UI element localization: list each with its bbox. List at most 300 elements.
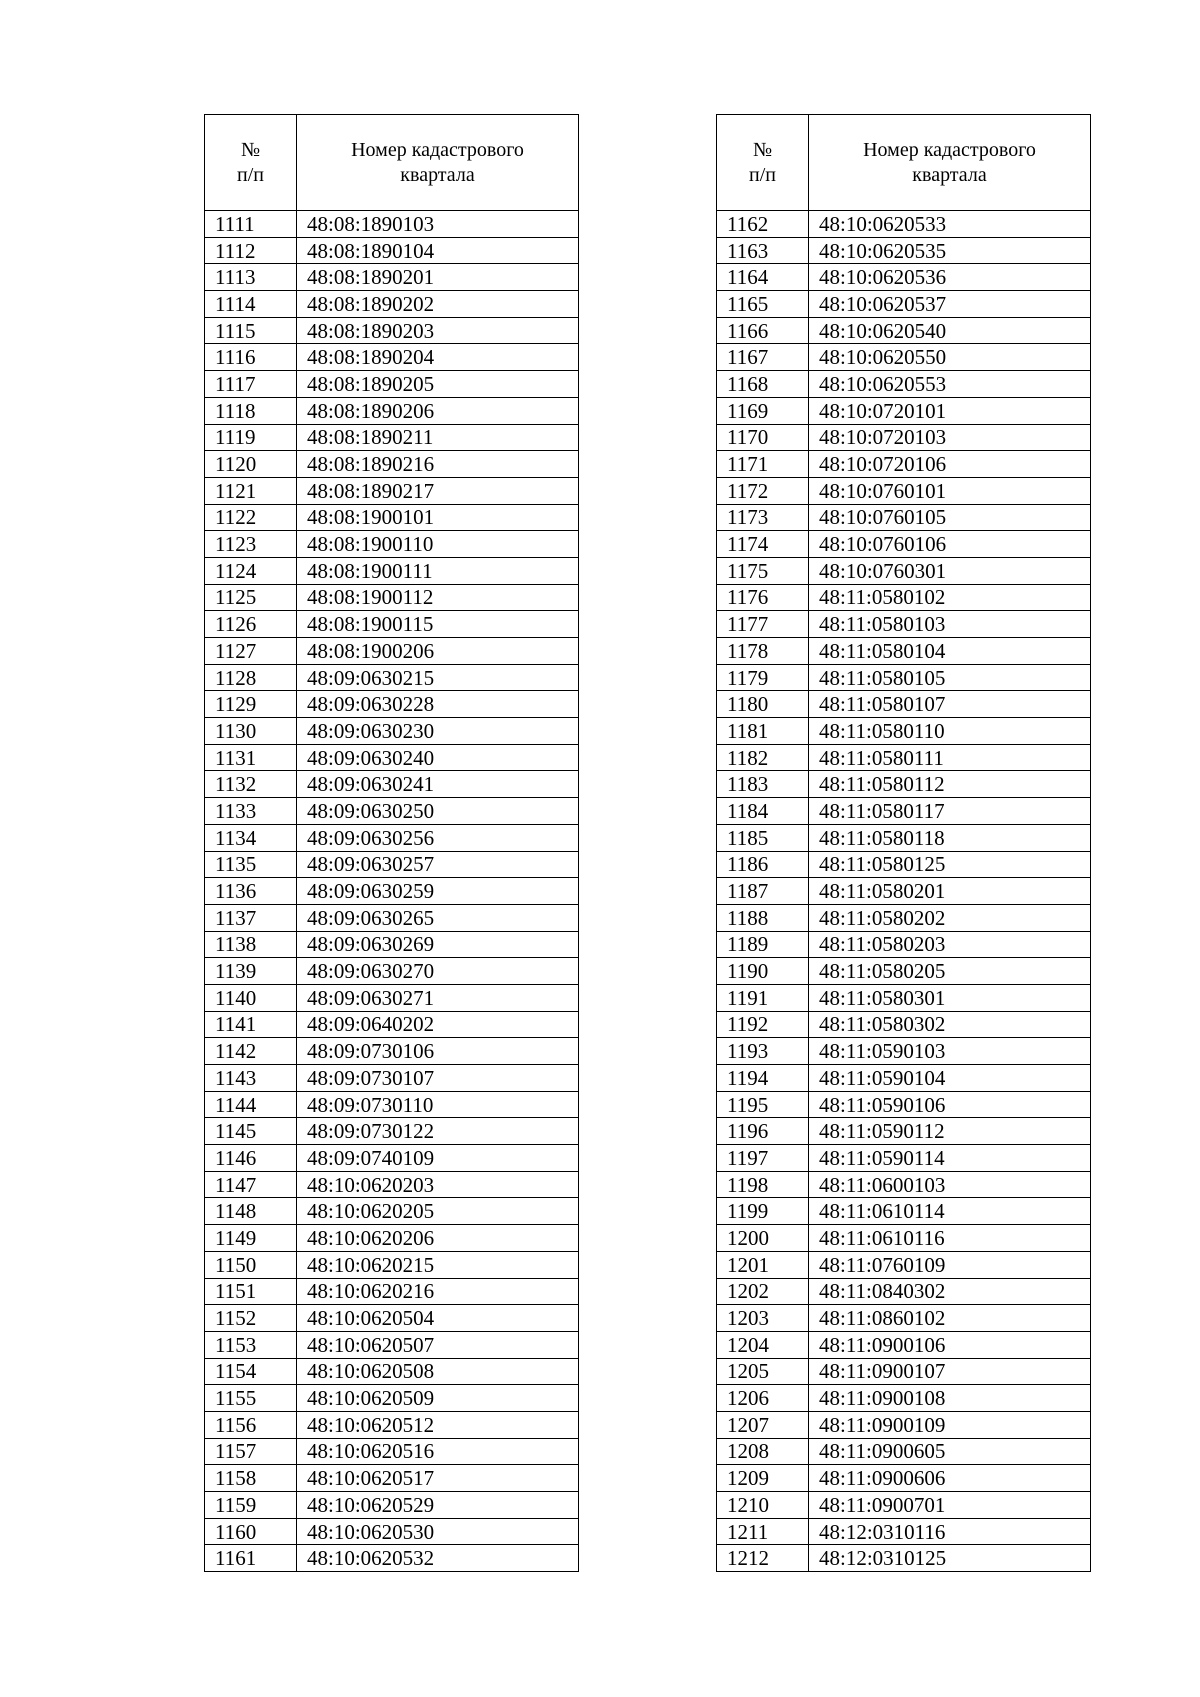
row-number-cell: 1132: [205, 771, 297, 798]
row-number-cell: 1135: [205, 851, 297, 878]
cadastral-number-cell: 48:11:0900108: [809, 1385, 1091, 1412]
row-number-cell: 1158: [205, 1465, 297, 1492]
row-number-cell: 1131: [205, 744, 297, 771]
table-row: [717, 1385, 1091, 1412]
row-number-cell: 1190: [717, 958, 809, 985]
table-row: [717, 1358, 1091, 1385]
row-number-cell: 1177: [717, 611, 809, 638]
cadastral-number-cell: 48:11:0580205: [809, 958, 1091, 985]
row-number-cell: 1194: [717, 1065, 809, 1092]
row-number-cell: 1122: [205, 504, 297, 531]
row-number-cell: 1156: [205, 1411, 297, 1438]
cadastral-number-cell: 48:10:0620530: [297, 1518, 579, 1545]
row-number-cell: 1175: [717, 557, 809, 584]
cadastral-number-cell: 48:09:0630250: [297, 798, 579, 825]
cadastral-number-cell: 48:11:0600103: [809, 1171, 1091, 1198]
cadastral-number-cell: 48:10:0620550: [809, 344, 1091, 371]
cadastral-number-cell: 48:10:0620536: [809, 264, 1091, 291]
table-row: [205, 344, 579, 371]
table-row: [717, 371, 1091, 398]
table-row: [205, 211, 579, 238]
cadastral-number-cell: 48:11:0610116: [809, 1225, 1091, 1252]
row-number-cell: 1170: [717, 424, 809, 451]
row-number-cell: 1203: [717, 1305, 809, 1332]
table-row: [205, 1171, 579, 1198]
row-number-cell: 1121: [205, 477, 297, 504]
table-row: [717, 691, 1091, 718]
table-row: [205, 718, 579, 745]
row-number-cell: 1189: [717, 931, 809, 958]
cadastral-number-cell: 48:09:0630240: [297, 744, 579, 771]
table-row: [717, 531, 1091, 558]
row-number-cell: 1174: [717, 531, 809, 558]
cadastral-number-cell: 48:08:1890205: [297, 371, 579, 398]
row-number-cell: 1201: [717, 1251, 809, 1278]
table-row: [717, 1065, 1091, 1092]
table-row: [205, 1492, 579, 1519]
cadastral-number-cell: 48:10:0620537: [809, 291, 1091, 318]
number-header-line2: п/п: [749, 163, 776, 186]
cadastral-number-cell: 48:11:0590104: [809, 1065, 1091, 1092]
row-number-cell: 1151: [205, 1278, 297, 1305]
row-number-cell: 1114: [205, 291, 297, 318]
row-number-cell: 1198: [717, 1171, 809, 1198]
cadastral-number-cell: 48:10:0620540: [809, 317, 1091, 344]
cadastral-number-cell: 48:10:0620215: [297, 1251, 579, 1278]
table-row: [205, 744, 579, 771]
table-row: [205, 1118, 579, 1145]
table-row: [205, 851, 579, 878]
row-number-cell: 1199: [717, 1198, 809, 1225]
table-row: [717, 344, 1091, 371]
table-row: [717, 1171, 1091, 1198]
cadastral-number-cell: 48:10:0620216: [297, 1278, 579, 1305]
row-number-cell: 1168: [717, 371, 809, 398]
table-row: [205, 611, 579, 638]
table-row: [717, 1305, 1091, 1332]
table-row: [205, 664, 579, 691]
cadastral-number-cell: 48:08:1890204: [297, 344, 579, 371]
cadastral-number-cell: 48:10:0620509: [297, 1385, 579, 1412]
cadastral-number-cell: 48:11:0760109: [809, 1251, 1091, 1278]
row-number-cell: 1163: [717, 237, 809, 264]
cadastral-number-cell: 48:11:0860102: [809, 1305, 1091, 1332]
row-number-cell: 1197: [717, 1145, 809, 1172]
cadastral-header-line1: Номер кадастрового: [351, 138, 524, 161]
number-header-line2: п/п: [237, 163, 264, 186]
row-number-cell: 1157: [205, 1438, 297, 1465]
cadastral-number-cell: 48:11:0580117: [809, 798, 1091, 825]
table-row: [205, 1145, 579, 1172]
cadastral-number-cell: 48:10:0620517: [297, 1465, 579, 1492]
table-row: [205, 1465, 579, 1492]
row-number-cell: 1118: [205, 397, 297, 424]
row-number-cell: 1206: [717, 1385, 809, 1412]
number-column-header: [205, 115, 297, 211]
row-number-cell: 1193: [717, 1038, 809, 1065]
row-number-cell: 1117: [205, 371, 297, 398]
row-number-cell: 1152: [205, 1305, 297, 1332]
table-row: [717, 504, 1091, 531]
table-body-left: [205, 211, 579, 1572]
cadastral-column-header: [297, 115, 579, 211]
row-number-cell: 1205: [717, 1358, 809, 1385]
table-row: [205, 1305, 579, 1332]
row-number-cell: 1173: [717, 504, 809, 531]
table-row: [717, 958, 1091, 985]
cadastral-number-cell: 48:10:0620529: [297, 1492, 579, 1519]
cadastral-number-cell: 48:11:0580125: [809, 851, 1091, 878]
table-row: [717, 477, 1091, 504]
cadastral-number-cell: 48:11:0900106: [809, 1331, 1091, 1358]
row-number-cell: 1128: [205, 664, 297, 691]
cadastral-number-cell: 48:11:0590103: [809, 1038, 1091, 1065]
cadastral-number-cell: 48:11:0580201: [809, 878, 1091, 905]
table-row: [205, 984, 579, 1011]
table-header-row: [717, 115, 1091, 211]
table-row: [717, 291, 1091, 318]
cadastral-number-cell: 48:11:0580110: [809, 718, 1091, 745]
table-row: [205, 1065, 579, 1092]
row-number-cell: 1147: [205, 1171, 297, 1198]
row-number-cell: 1172: [717, 477, 809, 504]
table-row: [205, 1278, 579, 1305]
row-number-cell: 1126: [205, 611, 297, 638]
table-row: [717, 557, 1091, 584]
cadastral-number-cell: 48:09:0730107: [297, 1065, 579, 1092]
table-row: [717, 1465, 1091, 1492]
table-row: [205, 1385, 579, 1412]
cadastral-number-cell: 48:09:0730122: [297, 1118, 579, 1145]
row-number-cell: 1192: [717, 1011, 809, 1038]
table-row: [717, 1225, 1091, 1252]
row-number-cell: 1187: [717, 878, 809, 905]
row-number-cell: 1133: [205, 798, 297, 825]
row-number-cell: 1136: [205, 878, 297, 905]
cadastral-header-line1: Номер кадастрового: [863, 138, 1036, 161]
table-row: [205, 771, 579, 798]
row-number-cell: 1196: [717, 1118, 809, 1145]
number-header-line1: №: [752, 138, 773, 161]
row-number-cell: 1144: [205, 1091, 297, 1118]
table-row: [717, 1492, 1091, 1519]
table-row: [205, 958, 579, 985]
cadastral-number-cell: 48:10:0620206: [297, 1225, 579, 1252]
row-number-cell: 1176: [717, 584, 809, 611]
row-number-cell: 1179: [717, 664, 809, 691]
cadastral-number-cell: 48:10:0620507: [297, 1331, 579, 1358]
row-number-cell: 1116: [205, 344, 297, 371]
table-row: [205, 638, 579, 665]
cadastral-number-cell: 48:11:0900701: [809, 1492, 1091, 1519]
cadastral-number-cell: 48:09:0630259: [297, 878, 579, 905]
cadastral-number-cell: 48:09:0630270: [297, 958, 579, 985]
table-row: [205, 1438, 579, 1465]
table-row: [205, 1411, 579, 1438]
cadastral-table-left: [204, 114, 579, 1572]
table-body-right: [717, 211, 1091, 1572]
cadastral-number-cell: 48:11:0840302: [809, 1278, 1091, 1305]
row-number-cell: 1146: [205, 1145, 297, 1172]
row-number-cell: 1200: [717, 1225, 809, 1252]
cadastral-number-cell: 48:11:0580105: [809, 664, 1091, 691]
row-number-cell: 1145: [205, 1118, 297, 1145]
table-row: [205, 824, 579, 851]
row-number-cell: 1208: [717, 1438, 809, 1465]
table-row: [205, 691, 579, 718]
cadastral-number-cell: 48:08:1900206: [297, 638, 579, 665]
cadastral-number-cell: 48:10:0620535: [809, 237, 1091, 264]
cadastral-number-cell: 48:10:0620532: [297, 1545, 579, 1572]
cadastral-number-cell: 48:09:0730110: [297, 1091, 579, 1118]
table-row: [205, 264, 579, 291]
cadastral-number-cell: 48:11:0590112: [809, 1118, 1091, 1145]
cadastral-number-cell: 48:10:0760106: [809, 531, 1091, 558]
table-row: [205, 397, 579, 424]
table-row: [717, 878, 1091, 905]
table-header-row: [205, 115, 579, 211]
cadastral-number-cell: 48:09:0630228: [297, 691, 579, 718]
number-header-line1: №: [240, 138, 261, 161]
row-number-cell: 1180: [717, 691, 809, 718]
cadastral-number-cell: 48:09:0630241: [297, 771, 579, 798]
row-number-cell: 1140: [205, 984, 297, 1011]
row-number-cell: 1138: [205, 931, 297, 958]
cadastral-number-cell: 48:08:1890206: [297, 397, 579, 424]
row-number-cell: 1207: [717, 1411, 809, 1438]
table-row: [205, 904, 579, 931]
cadastral-number-cell: 48:09:0640202: [297, 1011, 579, 1038]
row-number-cell: 1164: [717, 264, 809, 291]
table-row: [205, 878, 579, 905]
row-number-cell: 1181: [717, 718, 809, 745]
row-number-cell: 1148: [205, 1198, 297, 1225]
cadastral-number-cell: 48:10:0760105: [809, 504, 1091, 531]
row-number-cell: 1159: [205, 1492, 297, 1519]
row-number-cell: 1165: [717, 291, 809, 318]
cadastral-number-cell: 48:08:1890216: [297, 451, 579, 478]
cadastral-number-cell: 48:10:0620508: [297, 1358, 579, 1385]
row-number-cell: 1182: [717, 744, 809, 771]
cadastral-number-cell: 48:11:0580302: [809, 1011, 1091, 1038]
row-number-cell: 1141: [205, 1011, 297, 1038]
row-number-cell: 1162: [717, 211, 809, 238]
row-number-cell: 1186: [717, 851, 809, 878]
table-row: [205, 317, 579, 344]
table-row: [717, 771, 1091, 798]
cadastral-number-cell: 48:09:0630215: [297, 664, 579, 691]
table-row: [717, 211, 1091, 238]
table-row: [205, 531, 579, 558]
row-number-cell: 1123: [205, 531, 297, 558]
cadastral-number-cell: 48:09:0630265: [297, 904, 579, 931]
row-number-cell: 1155: [205, 1385, 297, 1412]
number-column-header: [717, 115, 809, 211]
row-number-cell: 1195: [717, 1091, 809, 1118]
cadastral-number-cell: 48:10:0720101: [809, 397, 1091, 424]
cadastral-number-cell: 48:12:0310116: [809, 1518, 1091, 1545]
cadastral-number-cell: 48:11:0580104: [809, 638, 1091, 665]
table-row: [717, 611, 1091, 638]
cadastral-number-cell: 48:11:0610114: [809, 1198, 1091, 1225]
cadastral-number-cell: 48:08:1900110: [297, 531, 579, 558]
row-number-cell: 1153: [205, 1331, 297, 1358]
cadastral-number-cell: 48:08:1890104: [297, 237, 579, 264]
row-number-cell: 1142: [205, 1038, 297, 1065]
table-row: [717, 424, 1091, 451]
cadastral-header-line2: квартала: [912, 163, 987, 186]
cadastral-number-cell: 48:08:1900115: [297, 611, 579, 638]
row-number-cell: 1160: [205, 1518, 297, 1545]
table-row: [717, 824, 1091, 851]
cadastral-number-cell: 48:09:0740109: [297, 1145, 579, 1172]
row-number-cell: 1169: [717, 397, 809, 424]
row-number-cell: 1149: [205, 1225, 297, 1252]
table-row: [717, 1411, 1091, 1438]
cadastral-number-cell: 48:10:0620533: [809, 211, 1091, 238]
cadastral-number-cell: 48:08:1900112: [297, 584, 579, 611]
cadastral-number-cell: 48:08:1890217: [297, 477, 579, 504]
table-row: [205, 1091, 579, 1118]
table-row: [205, 237, 579, 264]
cadastral-number-cell: 48:09:0730106: [297, 1038, 579, 1065]
cadastral-number-cell: 48:08:1890203: [297, 317, 579, 344]
table-row: [205, 1011, 579, 1038]
row-number-cell: 1139: [205, 958, 297, 985]
cadastral-number-cell: 48:08:1890201: [297, 264, 579, 291]
row-number-cell: 1212: [717, 1545, 809, 1572]
row-number-cell: 1211: [717, 1518, 809, 1545]
table-row: [205, 504, 579, 531]
table-row: [717, 1011, 1091, 1038]
row-number-cell: 1115: [205, 317, 297, 344]
table-row: [205, 1225, 579, 1252]
table-row: [717, 397, 1091, 424]
cadastral-number-cell: 48:11:0580102: [809, 584, 1091, 611]
cadastral-table-right: [716, 114, 1091, 1572]
table-row: [717, 1251, 1091, 1278]
cadastral-number-cell: 48:08:1900111: [297, 557, 579, 584]
cadastral-number-cell: 48:11:0580103: [809, 611, 1091, 638]
table-row: [717, 1198, 1091, 1225]
table-row: [205, 1545, 579, 1572]
row-number-cell: 1127: [205, 638, 297, 665]
table-row: [717, 1038, 1091, 1065]
row-number-cell: 1130: [205, 718, 297, 745]
table-row: [717, 931, 1091, 958]
table-row: [717, 638, 1091, 665]
table-row: [717, 1518, 1091, 1545]
cadastral-column-header: [809, 115, 1091, 211]
cadastral-number-cell: 48:10:0760301: [809, 557, 1091, 584]
table-row: [205, 1518, 579, 1545]
cadastral-number-cell: 48:08:1890103: [297, 211, 579, 238]
row-number-cell: 1166: [717, 317, 809, 344]
cadastral-number-cell: 48:11:0580203: [809, 931, 1091, 958]
row-number-cell: 1150: [205, 1251, 297, 1278]
row-number-cell: 1137: [205, 904, 297, 931]
table-row: [205, 931, 579, 958]
cadastral-number-cell: 48:11:0590106: [809, 1091, 1091, 1118]
table-row: [717, 718, 1091, 745]
row-number-cell: 1210: [717, 1492, 809, 1519]
row-number-cell: 1120: [205, 451, 297, 478]
table-row: [717, 1118, 1091, 1145]
table-row: [205, 1198, 579, 1225]
row-number-cell: 1113: [205, 264, 297, 291]
row-number-cell: 1202: [717, 1278, 809, 1305]
table-row: [717, 1278, 1091, 1305]
cadastral-number-cell: 48:08:1890202: [297, 291, 579, 318]
cadastral-number-cell: 48:11:0900605: [809, 1438, 1091, 1465]
row-number-cell: 1129: [205, 691, 297, 718]
cadastral-number-cell: 48:11:0580107: [809, 691, 1091, 718]
cadastral-number-cell: 48:10:0760101: [809, 477, 1091, 504]
table-row: [205, 1038, 579, 1065]
table-row: [205, 584, 579, 611]
cadastral-number-cell: 48:10:0720103: [809, 424, 1091, 451]
table-row: [717, 1145, 1091, 1172]
table-row: [205, 1251, 579, 1278]
cadastral-number-cell: 48:10:0620516: [297, 1438, 579, 1465]
row-number-cell: 1178: [717, 638, 809, 665]
cadastral-number-cell: 48:08:1900101: [297, 504, 579, 531]
cadastral-number-cell: 48:10:0620203: [297, 1171, 579, 1198]
row-number-cell: 1161: [205, 1545, 297, 1572]
table-row: [717, 237, 1091, 264]
cadastral-number-cell: 48:09:0630256: [297, 824, 579, 851]
cadastral-number-cell: 48:11:0590114: [809, 1145, 1091, 1172]
table-row: [717, 904, 1091, 931]
row-number-cell: 1209: [717, 1465, 809, 1492]
table-row: [717, 744, 1091, 771]
table-row: [717, 664, 1091, 691]
row-number-cell: 1111: [205, 211, 297, 238]
cadastral-number-cell: 48:11:0900109: [809, 1411, 1091, 1438]
row-number-cell: 1167: [717, 344, 809, 371]
cadastral-number-cell: 48:10:0720106: [809, 451, 1091, 478]
table-row: [717, 798, 1091, 825]
cadastral-number-cell: 48:09:0630257: [297, 851, 579, 878]
cadastral-number-cell: 48:10:0620205: [297, 1198, 579, 1225]
table-row: [717, 451, 1091, 478]
cadastral-number-cell: 48:11:0580202: [809, 904, 1091, 931]
cadastral-number-cell: 48:11:0900107: [809, 1358, 1091, 1385]
row-number-cell: 1143: [205, 1065, 297, 1092]
table-row: [205, 477, 579, 504]
cadastral-number-cell: 48:09:0630271: [297, 984, 579, 1011]
row-number-cell: 1188: [717, 904, 809, 931]
table-row: [717, 1545, 1091, 1572]
table-row: [205, 291, 579, 318]
table-row: [717, 1331, 1091, 1358]
row-number-cell: 1191: [717, 984, 809, 1011]
row-number-cell: 1125: [205, 584, 297, 611]
row-number-cell: 1171: [717, 451, 809, 478]
cadastral-number-cell: 48:11:0580112: [809, 771, 1091, 798]
table-row: [717, 984, 1091, 1011]
row-number-cell: 1204: [717, 1331, 809, 1358]
table-row: [717, 264, 1091, 291]
table-row: [205, 424, 579, 451]
row-number-cell: 1184: [717, 798, 809, 825]
cadastral-number-cell: 48:09:0630269: [297, 931, 579, 958]
cadastral-number-cell: 48:08:1890211: [297, 424, 579, 451]
cadastral-number-cell: 48:12:0310125: [809, 1545, 1091, 1572]
row-number-cell: 1124: [205, 557, 297, 584]
table-row: [717, 1438, 1091, 1465]
row-number-cell: 1134: [205, 824, 297, 851]
